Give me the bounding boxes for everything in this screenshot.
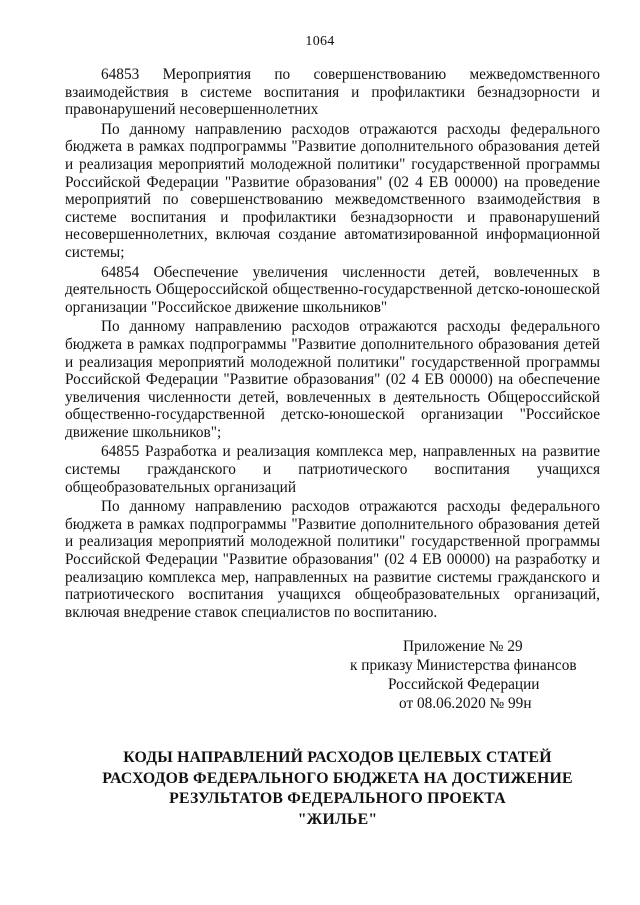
appendix-order-ref: к приказу Министерства финансов: [350, 657, 577, 674]
heading-line: РЕЗУЛЬТАТОВ ФЕДЕРАЛЬНОГО ПРОЕКТА: [169, 790, 506, 807]
appendix-country: Российской Федерации: [388, 676, 540, 693]
heading-line: "ЖИЛЬЕ": [297, 810, 378, 828]
paragraph-64853-description: По данному направлению расходов отражаются расходы федерального бюджета в рамках подпрограммы "Развитие дополнительного образования детей и реализация мероприятий молодежной политики" государственной программы Российской Федерации "Развитие образования" (02 4 ЕВ 00000) на проведение мероприятий по совершенствованию межведомственного взаимодействия в системе воспитания и профилактики безнадзорности и правонарушений несовершеннолетних, включая создание автоматизированной информационной системы;: [65, 120, 600, 261]
paragraph-64854-description: По данному направлению расходов отражаются расходы федерального бюджета в рамках подпрограммы "Развитие дополнительного образования детей и реализация мероприятий молодежной политики" государственной программы Российской Федерации "Развитие образования" (02 4 ЕВ 00000) на обеспечение увеличения численности детей, вовлеченных в деятельность Общероссийской общественно-государственной детско-юношеской организации "Российское движение школьников";: [65, 318, 600, 441]
body-text: [65, 66, 600, 623]
page-number: 1064: [305, 34, 335, 49]
heading-line: КОДЫ НАПРАВЛЕНИЙ РАСХОДОВ ЦЕЛЕВЫХ СТАТЕЙ: [123, 749, 552, 766]
paragraph-64855-title: 64855 Разработка и реализация комплекса мер, направленных на развитие системы гражданского и патриотического воспитания учащихся общеобразовательных организаций: [65, 443, 600, 496]
appendix-reference: [340, 637, 590, 713]
heading-line: РАСХОДОВ ФЕДЕРАЛЬНОГО БЮДЖЕТА НА ДОСТИЖЕНИЕ: [102, 769, 573, 787]
paragraph-64854-title: 64854 Обеспечение увеличения численности детей, вовлеченных в деятельность Общероссийской общественно-государственной детско-юношеской организации "Российское движение школьников": [65, 263, 600, 316]
section-heading: [60, 748, 615, 830]
appendix-number: Приложение № 29: [403, 638, 523, 655]
paragraph-64855-description: По данному направлению расходов отражаются расходы федерального бюджета в рамках подпрограммы "Развитие дополнительного образования детей и реализация мероприятий молодежной политики" государственной программы Российской Федерации "Развитие образования" (02 4 ЕВ 00000) на разработку и реализацию комплекса мер, направленных на развитие системы гражданского и патриотического воспитания учащихся общеобразовательных организаций, включая внедрение ставок специалистов по воспитанию.: [65, 498, 600, 621]
paragraph-64853-title: 64853 Мероприятия по совершенствованию межведомственного взаимодействия в системе воспитания и профилактики безнадзорности и правонарушений несовершеннолетних: [65, 66, 600, 119]
appendix-date: от 08.06.2020 № 99н: [399, 695, 532, 712]
